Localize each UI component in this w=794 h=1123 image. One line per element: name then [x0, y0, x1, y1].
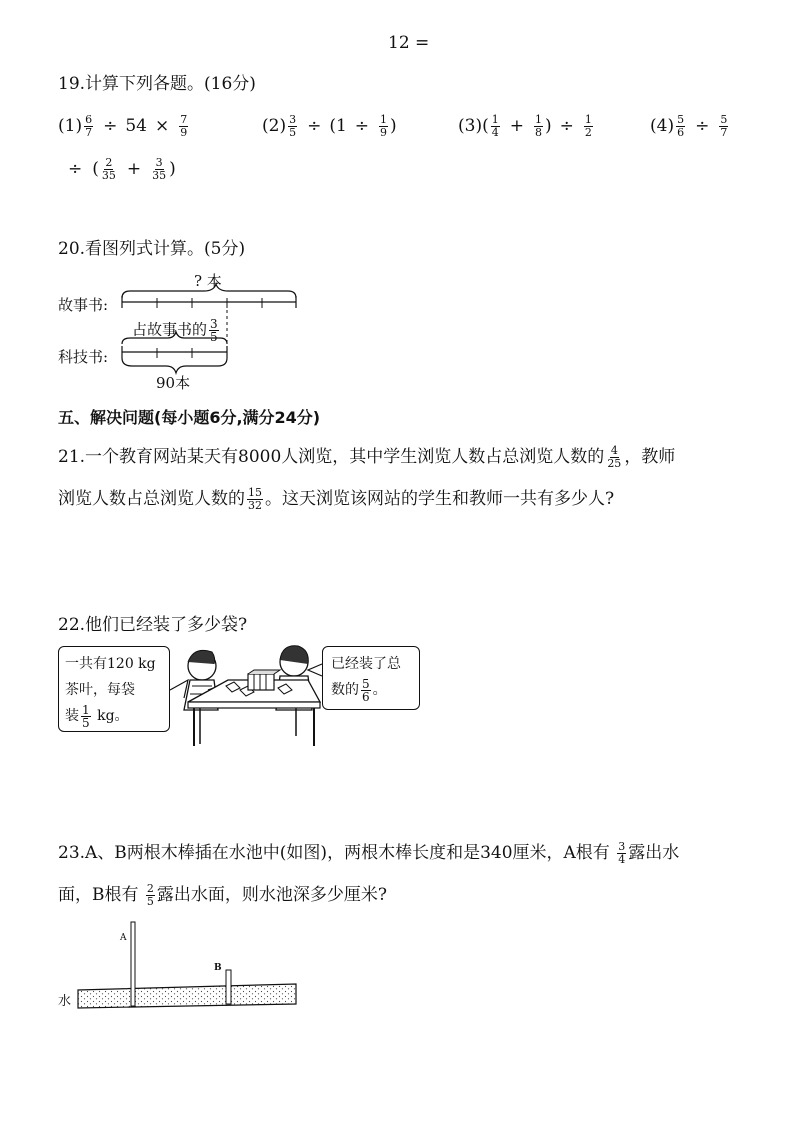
pond-water [78, 984, 296, 1008]
children-packing-illustration [168, 640, 328, 748]
q20-row-story: 故事书: [58, 296, 109, 314]
q23-line1: 23.A、B两根木棒插在水池中(如图)，两根木棒长度和是340厘米，A根有 $\frac{3}{4}$ 露出水 [58, 840, 680, 866]
fraction: $\frac{3}{5}$ [210, 317, 218, 344]
q20-top-label: ? 本 [194, 272, 222, 290]
pond-diagram [74, 920, 304, 1016]
fraction: $\frac{5}{6}$ [677, 113, 685, 139]
fraction: $\frac{6}{7}$ [85, 113, 93, 139]
q19-part4-start: (4) $\frac{5}{6}$ ÷ $\frac{5}{7}$ [650, 113, 728, 139]
top-brace [122, 284, 296, 298]
q20-mid-label: 占故事书的 $\frac{3}{5}$ [132, 317, 218, 344]
stick-a-label: A [120, 933, 127, 943]
q19-part2: (2) $\frac{3}{5}$ ÷ (1 ÷ $\frac{1}{9}$ ) [262, 113, 397, 139]
fraction: $\frac{1}{2}$ [584, 113, 592, 139]
stick-b [226, 970, 231, 1004]
water-label: 水 [58, 994, 72, 1009]
q20-row-science: 科技书: [58, 348, 109, 366]
q21-line1: 21.一个教育网站某天有8000人浏览，其中学生浏览人数占总浏览人数的 $\frac{4}{25}$ ，教师 [58, 444, 676, 470]
fraction: $\frac{15}{32}$ [248, 486, 262, 512]
part-label: (1) [58, 116, 83, 136]
fraction: $\frac{1}{4}$ [491, 113, 499, 139]
fraction: $\frac{5}{6}$ [362, 676, 370, 704]
fraction: $\frac{1}{5}$ [82, 702, 90, 730]
q23-line2: 面，B根有 $\frac{2}{5}$ 露出水面，则水池深多少厘米? [58, 882, 388, 908]
fraction: $\frac{2}{5}$ [146, 882, 154, 908]
segment-diagram [110, 282, 310, 382]
fraction: $\frac{4}{25}$ [607, 444, 622, 470]
speech-bubble-left: 一共有120 kg 茶叶，每袋 装 $\frac{1}{5}$ kg。 [58, 646, 170, 732]
fraction: $\frac{1}{9}$ [380, 113, 388, 139]
fraction: $\frac{7}{9}$ [180, 113, 188, 139]
fraction: $\frac{3}{5}$ [289, 113, 297, 139]
fraction: $\frac{1}{8}$ [534, 113, 542, 139]
q19-part4-end: ÷ ( $\frac{2}{35}$ + $\frac{3}{35}$ ) [68, 156, 176, 182]
q20-bottom-label: 90本 [156, 374, 191, 392]
carry-over-equation: 12 = [388, 33, 430, 53]
stick-b-label: B [214, 963, 222, 973]
q20-title: 20.看图列式计算。(5分) [58, 239, 246, 259]
q19-part1: (1) $\frac{6}{7}$ ÷ 54 × $\frac{7}{9}$ [58, 113, 188, 139]
fraction: $\frac{3}{4}$ [618, 840, 626, 866]
stick-a [131, 922, 135, 1006]
speech-bubble-right: 已经装了总 数的 $\frac{5}{6}$ 。 [322, 646, 420, 710]
q19-part3: (3)( $\frac{1}{4}$ + $\frac{1}{8}$ ) ÷ $\frac{1}{2}$ [458, 113, 592, 139]
packed-stack [248, 674, 274, 690]
bottom-brace [122, 358, 227, 373]
fraction: $\frac{2}{35}$ [101, 156, 116, 182]
mid-brace [122, 332, 227, 344]
q21-line2: 浏览人数占总浏览人数的 $\frac{15}{32}$ 。这天浏览该网站的学生和教师一共有多少人? [58, 486, 615, 512]
q22-title: 22.他们已经装了多少袋? [58, 615, 248, 635]
fraction: $\frac{3}{35}$ [152, 156, 167, 182]
q19-title: 19.计算下列各题。(16分) [58, 74, 256, 94]
fraction: $\frac{5}{7}$ [720, 113, 728, 139]
section-title: 五、解决问题(每小题6分,满分24分) [58, 408, 321, 427]
